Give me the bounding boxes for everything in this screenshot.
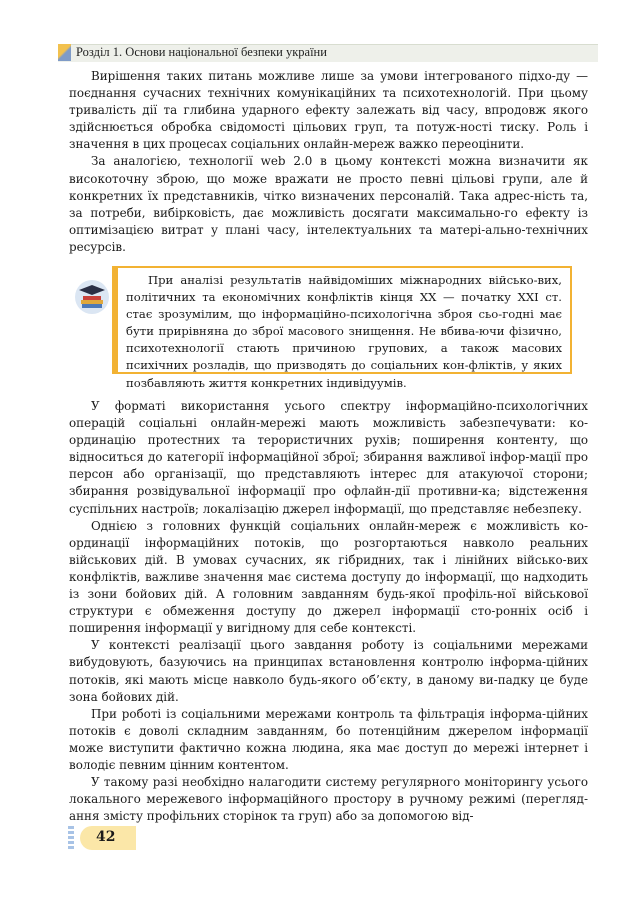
books-graduation-cap-icon [74, 279, 110, 315]
body-text-top [69, 68, 588, 256]
highlight-callout [112, 266, 572, 390]
paragraph: При роботі із соціальними мережами контроль та фільтрація інформа-ційних потоків є доволі складним завданням, бо потенційним джерелом інформації може виступити фактично кожна людина, яка має доступ до мережі інтернет і володіє певним цінним контентом. [69, 706, 588, 772]
body-text-bottom [69, 398, 588, 825]
callout-text: При аналізі результатів найвідоміших міжнародних військо-вих, політичних та економічних конфліктів кінця XX — початку XXI ст. стає зрозумілим, що інформаційно-психологічна зброя сьо-годні має бути прирівняна до зброї масового знищення. Не вбива-ючи фізично, психотехнології стають причиною групових, а також масових психічних розладів, що призводять до соціальних кон-фліктів, у яких позбавляють життя конкретних індивідуумів. [126, 273, 562, 390]
paragraph: У контексті реалізації цього завдання роботу із соціальними мережами вибудовують, базуючись на принципах встановлення контролю інформа-ційних потоків, які мають місце навколо будь-якого об’єкту, в даному ви-падку це буде зона бойових дій. [69, 638, 588, 704]
paragraph: Однією з головних функцій соціальних онлайн-мереж є можливість ко-ординації інформаційних потоків, що розгортаються навколо реальних військових дій. В умовах сучасних, як гібридних, так і лінійних військо-вих конфліктів, важливе значення має система доступу до інформації, що надходить із зони бойових дій. А головним завданням будь-якої профіль-ної військової структури є обмеження доступу до джерел інформації сто-ронніх осіб і поширення інформації у вигідному для себе контексті. [69, 518, 588, 636]
section-marker-icon [58, 44, 71, 61]
section-title: Розділ 1. Основи національної безпеки україни [76, 45, 327, 59]
page-number: 42 [96, 829, 116, 845]
paragraph: У такому разі необхідно налагодити систему регулярного моніторингу усього локального мережевого інформаційного простору в ручному режимі (переглядання змісту профільних сторінок та груп) або за допомогою від- [69, 775, 588, 824]
paragraph: Вирішення таких питань можливе лише за умови інтегрованого підхо-ду — поєднання сучасних технічних комунікаційних та психотехнологій. При цьому тривалість дії та глибина ударного ефекту залежать від часу, впродовж якого здійснюється обробка свідомості цільових груп, та потуж-ності тиску. Роль і значення в цих процесах соціальних онлайн-мереж важко переоцінити. [69, 69, 588, 152]
paragraph: За аналогією, технології web 2.0 в цьому контексті можна визначити як високоточну зброю, що може вражати не просто певні цільові групи, але й конкретних їх представників, чітко визначених персоналій. Така адрес-ність та, за потреби, вибірковість, дає можливість досягати максимально-го ефекту із оптимізацією витрат у плані часу, інтелектуальних та матері-ально-технічних ресурсів. [69, 154, 588, 254]
paragraph: У форматі використання усього спектру інформаційно-психологічних операцій соціальні онлайн-мережі мають можливість забезпечувати: ко-ординацію протестних та терористичних рухів; поширення контенту, що відноситься до категорії інформаційної зброї; збирання важливої інфор-мації про персон або організації, що представляють інтерес для атакуючої сторони; збирання розвідувальної інформації про офлайн-дії противни-ка; відстеження суспільних настроїв; локалізацію джерел інформації, що представляє небезпеку. [69, 399, 588, 516]
